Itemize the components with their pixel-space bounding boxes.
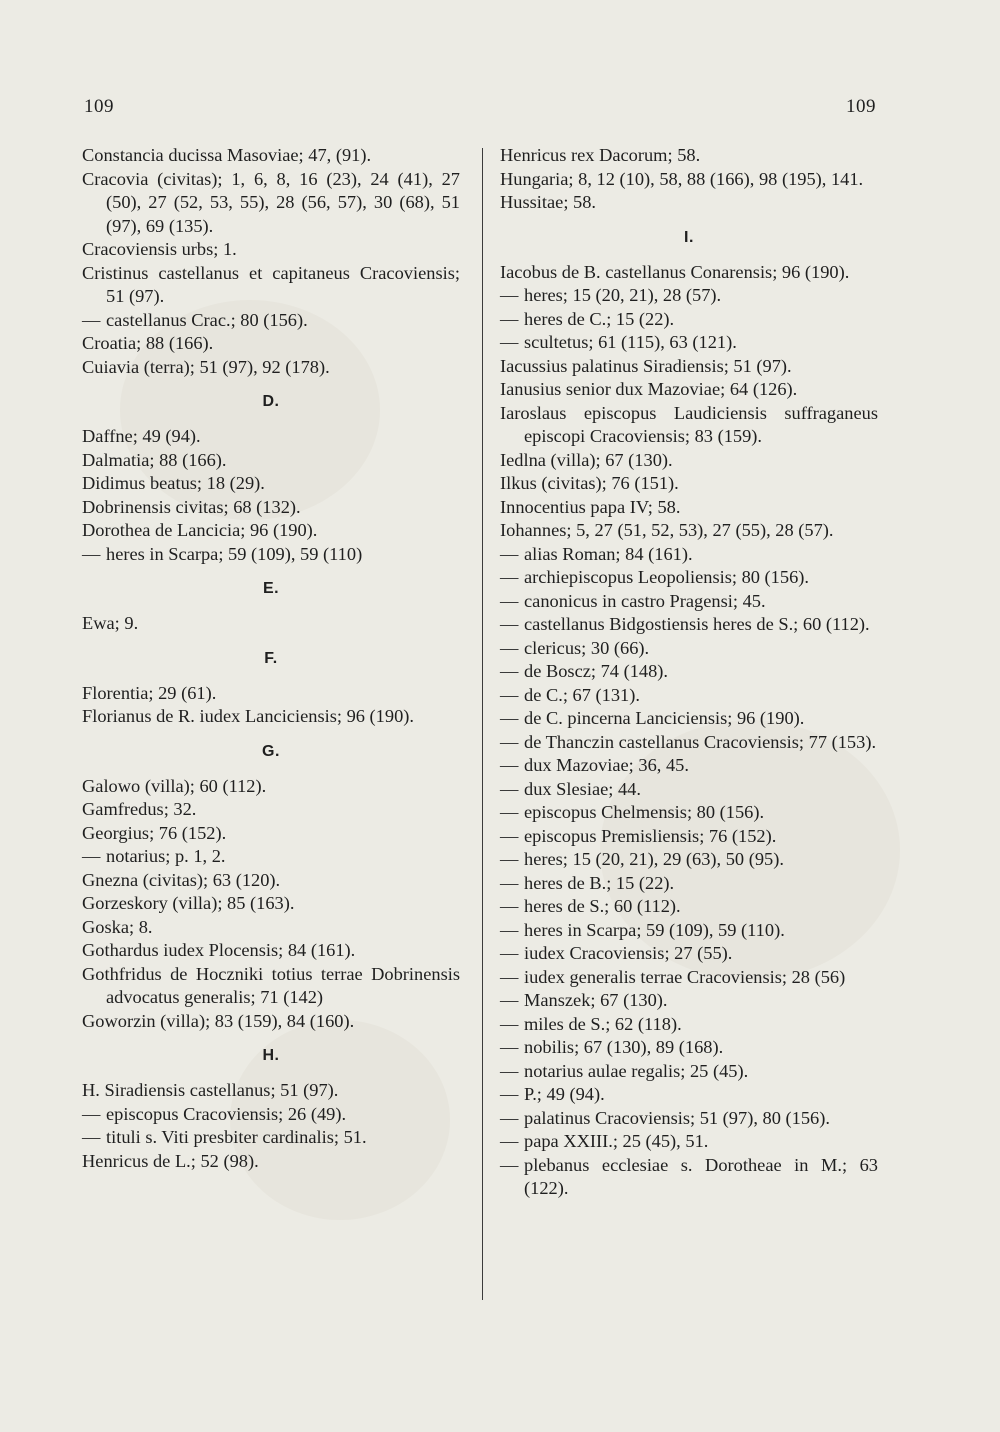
subentry-dash: — [500, 1154, 519, 1175]
index-subentry [500, 754, 878, 778]
index-entry: Gnezna (civitas); 63 (120). [82, 869, 281, 890]
subentry-text: iudex Cracoviensis; 27 (55). [524, 943, 733, 963]
index-subentry [500, 872, 878, 896]
subentry-text: heres in Scarpa; 59 (109), 59 (110). [524, 919, 785, 940]
index-entry: Innocentius papa IV; 58. [500, 496, 681, 517]
subentry-dash: — [82, 1127, 101, 1147]
subentry-text: nobilis; 67 (130), 89 (168). [524, 1037, 724, 1057]
subentry-text: de C.; 67 (131). [524, 684, 640, 705]
index-subentry [500, 1154, 878, 1201]
index-entry: Ianusius senior dux Mazoviae; 64 (126). [500, 379, 798, 399]
section-letter-heading: D. [262, 393, 280, 410]
subentry-text: episcopus Cracoviensis; 26 (49). [106, 1103, 347, 1124]
subentry-dash: — [500, 825, 519, 846]
subentry-text: castellanus Crac.; 80 (156). [106, 309, 308, 330]
index-entry: Croatia; 88 (166). [82, 333, 214, 353]
subentry-text: episcopus Chelmensis; 80 (156). [524, 802, 765, 822]
subentry-dash: — [500, 966, 519, 987]
subentry-dash: — [500, 708, 519, 728]
subentry-text: alias Roman; 84 (161). [524, 543, 693, 564]
subentry-text: castellanus Bidgostiensis heres de S.; 60 (112). [524, 614, 870, 634]
index-subentry [82, 309, 460, 333]
index-subentry [500, 1083, 878, 1107]
subentry-text: notarius; p. 1, 2. [106, 846, 226, 866]
subentry-text: tituli s. Viti presbiter cardinalis; 51. [106, 1127, 367, 1147]
index-entry: Florentia; 29 (61). [82, 682, 217, 703]
subentry-text: papa XXIII.; 25 (45), 51. [524, 1131, 709, 1151]
subentry-dash: — [500, 943, 519, 963]
page-number-left: 109 [84, 96, 114, 117]
subentry-dash: — [500, 308, 519, 329]
subentry-text: heres de C.; 15 (22). [524, 308, 675, 329]
subentry-text: archiepiscopus Leopoliensis; 80 (156). [524, 567, 809, 587]
index-subentry [500, 1013, 878, 1037]
index-subentry [500, 637, 878, 661]
index-subentry [500, 1036, 878, 1060]
index-entry: Ilkus (civitas); 76 (151). [500, 473, 679, 493]
index-entry: Iedlna (villa); 67 (130). [500, 449, 673, 470]
index-entry: Iacobus de B. castellanus Conarensis; 96 (190). [500, 261, 850, 282]
index-subentry [500, 1107, 878, 1131]
index-subentry [82, 543, 460, 567]
section-letter-heading: F. [264, 649, 278, 667]
index-subentry [500, 942, 878, 966]
subentry-dash: — [500, 896, 519, 916]
subentry-dash: — [500, 590, 519, 611]
subentry-text: notarius aulae regalis; 25 (45). [524, 1060, 749, 1081]
index-entry: Henricus de L.; 52 (98). [82, 1150, 259, 1171]
index-subentry [500, 543, 878, 567]
index-entry: Daffne; 49 (94). [82, 426, 201, 446]
left-column [82, 144, 460, 1173]
subentry-dash: — [500, 1084, 519, 1104]
subentry-dash: — [500, 285, 519, 305]
subentry-text: P.; 49 (94). [524, 1084, 605, 1104]
subentry-dash: — [500, 731, 519, 752]
index-subentry [500, 731, 878, 755]
subentry-dash: — [500, 661, 519, 681]
subentry-dash: — [500, 684, 519, 705]
index-subentry [500, 801, 878, 825]
index-entry: Dobrinensis civitas; 68 (132). [82, 496, 301, 517]
subentry-text: miles de S.; 62 (118). [524, 1013, 682, 1034]
subentry-dash: — [500, 567, 519, 587]
subentry-text: canonicus in castro Pragensi; 45. [524, 590, 766, 611]
page-number-right: 109 [846, 96, 876, 117]
subentry-dash: — [500, 1037, 519, 1057]
column-divider [482, 148, 483, 1300]
index-entry: Galowo (villa); 60 (112). [82, 775, 267, 796]
subentry-text: de Boscz; 74 (148). [524, 661, 669, 681]
subentry-text: dux Mazoviae; 36, 45. [524, 755, 689, 775]
subentry-text: heres de S.; 60 (112). [524, 896, 681, 916]
subentry-dash: — [82, 309, 101, 330]
index-entry: H. Siradiensis castellanus; 51 (97). [82, 1080, 339, 1100]
index-entry: Ewa; 9. [82, 613, 139, 633]
index-subentry [500, 284, 878, 308]
subentry-text: de C. pincerna Lanciciensis; 96 (190). [524, 708, 805, 728]
subentry-text: scultetus; 61 (115), 63 (121). [524, 332, 737, 352]
index-entry: Gamfredus; 32. [82, 799, 197, 819]
section-letter-heading: H. [262, 1047, 280, 1064]
section-letter-heading: G. [262, 742, 280, 760]
index-subentry [500, 590, 878, 614]
subentry-dash: — [500, 778, 519, 799]
subentry-text: plebanus ecclesiae s. Dorotheae in M.; 63 (122). [524, 1154, 878, 1198]
index-entry: Iaroslaus episcopus Laudiciensis suffraganeus episcopi Cracoviensis; 83 (159). [500, 402, 878, 446]
index-subentry [500, 966, 878, 990]
subentry-text: heres in Scarpa; 59 (109), 59 (110) [106, 543, 363, 564]
subentry-dash: — [500, 919, 519, 940]
subentry-dash: — [82, 1103, 101, 1124]
subentry-dash: — [500, 614, 519, 634]
index-entry: Cuiavia (terra); 51 (97), 92 (178). [82, 356, 330, 377]
subentry-dash: — [82, 543, 101, 564]
index-subentry [500, 707, 878, 731]
subentry-dash: — [500, 802, 519, 822]
index-subentry [500, 848, 878, 872]
index-entry: Hungaria; 8, 12 (10), 58, 88 (166), 98 (195), 141. [500, 168, 864, 189]
index-entry: Iacussius palatinus Siradiensis; 51 (97). [500, 355, 792, 376]
subentry-dash: — [500, 1107, 519, 1128]
right-column [500, 144, 878, 1201]
index-entry: Henricus rex Dacorum; 58. [500, 145, 701, 165]
index-entry: Didimus beatus; 18 (29). [82, 473, 265, 493]
index-subentry [500, 613, 878, 637]
subentry-dash: — [500, 872, 519, 893]
subentry-text: clericus; 30 (66). [524, 637, 650, 658]
subentry-dash: — [500, 990, 519, 1010]
index-entry: Georgius; 76 (152). [82, 822, 227, 843]
index-entry: Hussitae; 58. [500, 192, 597, 212]
subentry-text: de Thanczin castellanus Cracoviensis; 77 (153). [524, 731, 877, 752]
section-letter-heading: I. [684, 228, 694, 246]
index-entry: Florianus de R. iudex Lanciciensis; 96 (190). [82, 706, 414, 726]
index-subentry [500, 778, 878, 802]
subentry-text: heres; 15 (20, 21), 28 (57). [524, 285, 722, 305]
index-subentry [500, 331, 878, 355]
subentry-text: palatinus Cracoviensis; 51 (97), 80 (156). [524, 1107, 830, 1128]
index-entry: Gothfridus de Hoczniki totius terrae Dobrinensis advocatus generalis; 71 (142) [82, 963, 460, 1007]
subentry-text: episcopus Premisliensis; 76 (152). [524, 825, 777, 846]
index-entry: Constancia ducissa Masoviae; 47, (91). [82, 145, 372, 165]
index-subentry [500, 989, 878, 1013]
subentry-dash: — [500, 332, 519, 352]
index-subentry [500, 566, 878, 590]
subentry-dash: — [500, 755, 519, 775]
index-subentry [82, 1126, 460, 1150]
index-entry: Iohannes; 5, 27 (51, 52, 53), 27 (55), 28 (57). [500, 520, 834, 540]
index-subentry [500, 684, 878, 708]
subentry-text: dux Slesiae; 44. [524, 778, 641, 799]
subentry-dash: — [500, 1131, 519, 1151]
subentry-dash: — [82, 846, 101, 866]
subentry-dash: — [500, 1060, 519, 1081]
subentry-dash: — [500, 849, 519, 869]
subentry-dash: — [500, 543, 519, 564]
index-subentry [500, 1060, 878, 1084]
subentry-dash: — [500, 1013, 519, 1034]
subentry-text: iudex generalis terrae Cracoviensis; 28 (56) [524, 966, 846, 987]
index-subentry [500, 825, 878, 849]
index-subentry [500, 308, 878, 332]
subentry-dash: — [500, 637, 519, 658]
index-subentry [500, 660, 878, 684]
subentry-text: Manszek; 67 (130). [524, 990, 668, 1010]
index-entry: Cracovia (civitas); 1, 6, 8, 16 (23), 24 (41), 27 (50), 27 (52, 53, 55), 28 (56, 57), 30 (68), 51 (97), 69 (135). [82, 168, 460, 236]
subentry-text: heres de B.; 15 (22). [524, 872, 675, 893]
section-letter-heading: E. [262, 580, 280, 597]
index-entry: Gothardus iudex Plocensis; 84 (161). [82, 940, 356, 960]
index-entry: Cristinus castellanus et capitaneus Cracoviensis; 51 (97). [82, 262, 460, 306]
index-entry: Goska; 8. [82, 916, 153, 937]
index-entry: Gorzeskory (villa); 85 (163). [82, 893, 295, 913]
index-entry: Dalmatia; 88 (166). [82, 449, 227, 470]
subentry-text: heres; 15 (20, 21), 29 (63), 50 (95). [524, 849, 784, 869]
index-subentry [500, 1130, 878, 1154]
index-subentry [500, 895, 878, 919]
index-entry: Goworzin (villa); 83 (159), 84 (160). [82, 1010, 355, 1031]
index-subentry [82, 1103, 460, 1127]
index-subentry [82, 845, 460, 869]
index-subentry [500, 919, 878, 943]
index-entry: Cracoviensis urbs; 1. [82, 239, 237, 259]
index-entry: Dorothea de Lancicia; 96 (190). [82, 520, 318, 540]
